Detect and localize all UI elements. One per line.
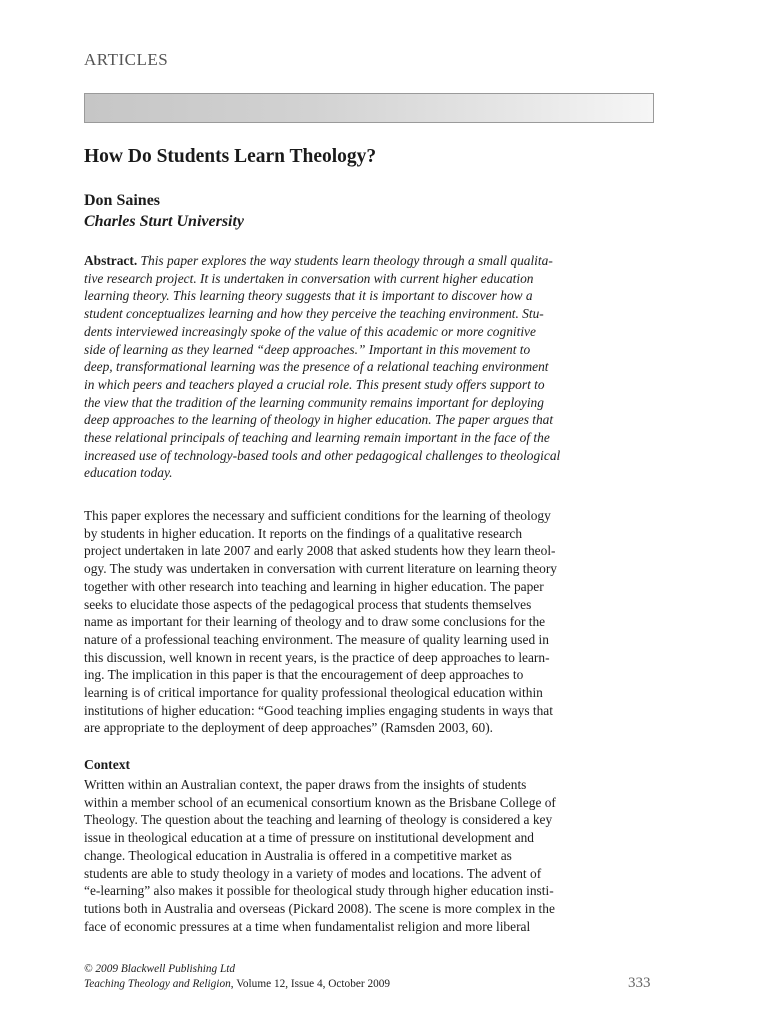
paragraph-line: Written within an Australian context, the paper draws from the insights of students xyxy=(84,777,527,792)
abstract-line: increased use of technology-based tools and other pedagogical challenges to theological xyxy=(84,447,561,463)
context-paragraph xyxy=(84,776,724,935)
paragraph-line: change. Theological education in Australia is offered in a competitive market as xyxy=(84,847,512,863)
abstract-line: these relational principals of teaching and learning remain important in the face of the xyxy=(84,430,550,446)
paragraph-line: seeks to elucidate those aspects of the pedagogical process that students themselves xyxy=(84,596,532,612)
section-label: ARTICLES xyxy=(84,50,169,69)
footer-copyright: © 2009 Blackwell Publishing Ltd xyxy=(84,963,236,975)
paragraph-line: nature of a professional teaching environment. The measure of quality learning used in xyxy=(84,631,549,647)
abstract-label: Abstract. xyxy=(84,253,138,268)
journal-name: Teaching Theology and Religion xyxy=(84,978,231,990)
header-gradient-bar xyxy=(84,93,654,123)
paragraph-line: students are able to study theology in a variety of modes and locations. The advent of xyxy=(84,865,542,881)
abstract-line: the view that the tradition of the learning community remains important for deploying xyxy=(84,394,544,410)
paragraph-line: together with other research into teaching and learning in higher education. The paper xyxy=(84,578,544,594)
abstract-line: in which peers and teachers played a crucial role. This present study offers support to xyxy=(84,376,545,392)
footer-citation xyxy=(84,978,390,990)
paragraph-line: by students in higher education. It reports on the findings of a qualitative research xyxy=(84,525,523,541)
abstract-line: Abstract. This paper explores the way students learn theology through a small qualita- xyxy=(84,253,553,268)
paragraph-line: are appropriate to the deployment of deep approaches” (Ramsden 2003, 60). xyxy=(84,720,494,736)
abstract-line: dents interviewed increasingly spoke of the value of this academic or more cognitive xyxy=(84,323,536,339)
abstract-line: deep approaches to the learning of theology in higher education. The paper argues that xyxy=(84,412,554,428)
paragraph-line: ogy. The study was undertaken in conversation with current literature on learning theory xyxy=(84,561,557,577)
paragraph-line: name as important for their learning of theology and to draw some conclusions for the xyxy=(84,614,546,630)
abstract-line: education today. xyxy=(84,465,173,481)
abstract-line: tive research project. It is undertaken in conversation with current higher education xyxy=(84,270,534,286)
paragraph-line: ing. The implication in this paper is that the encouragement of deep approaches to xyxy=(84,667,524,683)
abstract-line: side of learning as they learned “deep approaches.” Important in this movement to xyxy=(84,341,531,357)
paragraph-line: project undertaken in late 2007 and early 2008 that asked students how they learn theol- xyxy=(84,543,556,559)
paragraph-line: issue in theological education at a time of pressure on institutional development and xyxy=(84,830,534,846)
paragraph-line: face of economic pressures at a time when fundamentalist religion and more liberal xyxy=(84,918,531,934)
paragraph-line: within a member school of an ecumenical consortium known as the Brisbane College of xyxy=(84,794,556,810)
paragraph-line: This paper explores the necessary and sufficient conditions for the learning of theology xyxy=(84,508,551,523)
context-heading: Context xyxy=(84,757,131,772)
paragraph-line: this discussion, well known in recent years, is the practice of deep approaches to learn- xyxy=(84,649,550,665)
abstract-line: learning theory. This learning theory suggests that it is important to discover how a xyxy=(84,288,533,304)
paragraph-line: institutions of higher education: “Good teaching implies engaging students in ways that xyxy=(84,702,553,718)
citation-details: , Volume 12, Issue 4, October 2009 xyxy=(230,978,391,990)
paragraph-line: “e-learning” also makes it possible for theological study through higher education insti- xyxy=(84,883,554,899)
article-title: How Do Students Learn Theology? xyxy=(84,146,377,167)
abstract-line: student conceptualizes learning and how they perceive the teaching environment. Stu- xyxy=(84,306,544,322)
paragraph-line: tutions both in Australia and overseas (Pickard 2008). The scene is more complex in the xyxy=(84,900,555,916)
page-number: 333 xyxy=(628,975,651,991)
intro-paragraph xyxy=(84,507,724,737)
paragraph-line: Theology. The question about the teaching and learning of theology is considered a key xyxy=(84,812,553,828)
paragraph-line: learning is of critical importance for quality professional theological education within xyxy=(84,685,543,701)
author-name: Don Saines xyxy=(84,192,161,209)
author-affiliation: Charles Sturt University xyxy=(84,213,245,230)
abstract-line: deep, transformational learning was the presence of a relational teaching environment xyxy=(84,359,549,375)
abstract xyxy=(84,252,724,482)
